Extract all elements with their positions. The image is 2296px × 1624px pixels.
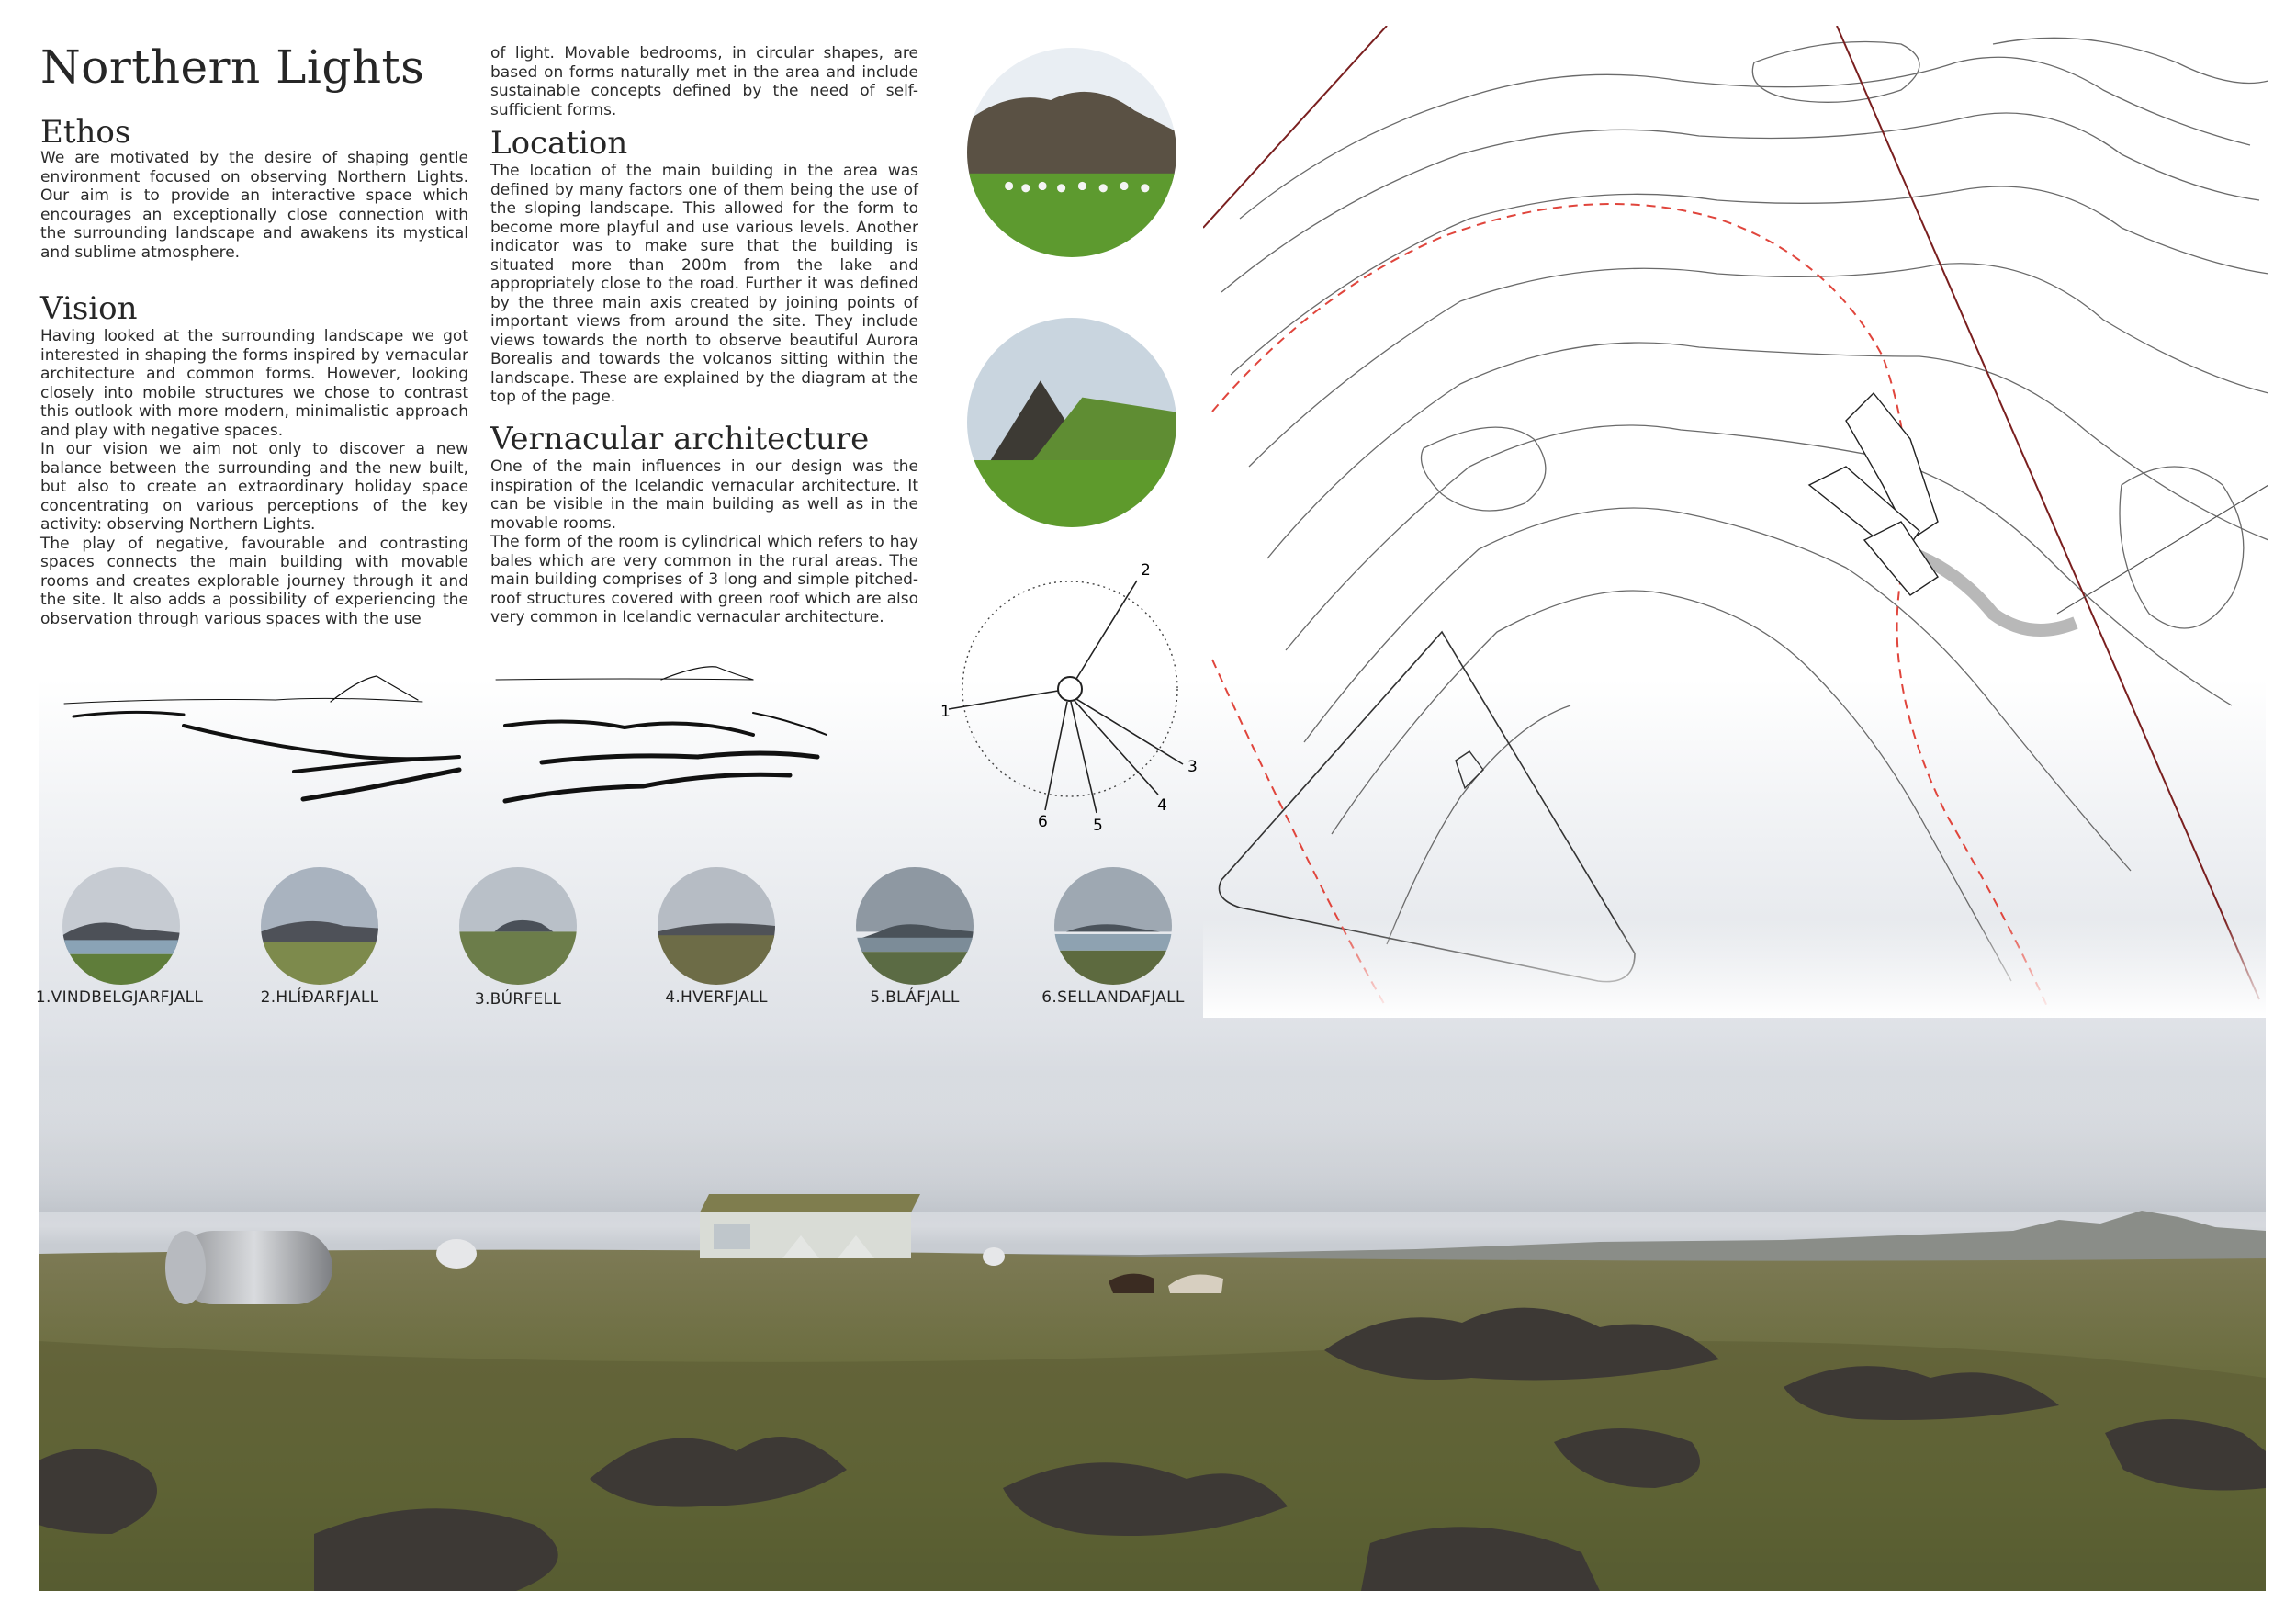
site-contour-map [1203, 26, 2268, 1018]
vernacular-paragraph-2: The form of the room is cylindrical which refers to hay bales which are very common in the rural areas. The main building comprises of 3 long and simple pitched-roof structures covered with green roof which are also very common in Icelandic vernacular architecture. [490, 533, 918, 626]
location-paragraph: The location of the main building in the area was defined by many factors one of them being the use of the sloping landscape. This allowed for the form to become more playful and use various levels. Another indicator was to make sure that the building is situated more than 200m from the lake and appropriately close to the road. Further it was defined by the three main axis created by joining points of important views from around the site. They include views towards the north to observe beautiful Aurora Borealis and towards the volcanos sitting within the landscape. These are explained by the diagram at the top of the page. [490, 162, 918, 406]
view-label-4: 4.HVERFJALL [665, 988, 768, 1007]
view-photo-2 [261, 867, 378, 985]
vision-heading: Vision [40, 290, 138, 327]
ethos-paragraph: We are motivated by the desire of shaping gentle environment focused on observing Northern Lights. Our aim is to provide an interactive space which encourages an exceptionally close connection with the surrounding landscape and awakens its mystical and sublime atmosphere. [40, 149, 468, 262]
vision-paragraph-3: The play of negative, favourable and contrasting spaces connects the main building with movable rooms and creates explorable journey through it and the site. It also adds a possibility of experiencing the observation through various spaces with the use [40, 534, 468, 628]
vision-continued-paragraph: of light. Movable bedrooms, in circular shapes, are based on forms naturally met in the area and include sustainable concepts defined by the need of self-sufficient forms. [490, 44, 918, 119]
ethos-text [40, 149, 468, 262]
vernacular-text [490, 457, 918, 627]
vision-text [40, 327, 468, 628]
compass-label-1: 1 [940, 703, 951, 721]
vernacular-paragraph-1: One of the main influences in our design was the inspiration of the Icelandic vernacular architecture. It can be visible in the main building as well as in the movable rooms. [490, 457, 918, 533]
vision-paragraph-2: In our vision we aim not only to discover a new balance between the surrounding and the new built, but also to create an extraordinary holiday space concentrating on various perceptions of the key activity: observing Northern Lights. [40, 440, 468, 534]
location-text [490, 162, 918, 407]
vernacular-heading: Vernacular architecture [490, 421, 870, 457]
vision-paragraph-1: Having looked at the surrounding landscape we got interested in shaping the forms inspired by vernacular architecture and common forms. However, looking closely into mobile structures we chose to contrast this outlook with more modern, minimalistic approach and play with negative spaces. [40, 327, 468, 440]
view-photo-1 [62, 867, 180, 985]
ethos-heading: Ethos [40, 114, 131, 151]
compass-label-4: 4 [1157, 796, 1167, 815]
compass-label-2: 2 [1141, 561, 1151, 580]
view-axes-diagram [928, 551, 1212, 854]
page-title: Northern Lights [40, 40, 425, 94]
view-label-5: 5.BLÁFJALL [870, 988, 960, 1007]
view-photo-4 [658, 867, 775, 985]
compass-label-3: 3 [1187, 758, 1198, 776]
landscape-sketches [55, 661, 863, 818]
view-label-2: 2.HLÍÐARFJALL [260, 988, 379, 1007]
view-photo-5 [856, 867, 974, 985]
main-building-render [700, 1194, 920, 1258]
compass-label-5: 5 [1093, 817, 1103, 835]
view-label-3: 3.BÚRFELL [474, 990, 562, 1009]
view-label-6: 6.SELLANDAFJALL [1041, 988, 1185, 1007]
location-heading: Location [490, 125, 628, 162]
vision-continued-text [490, 44, 918, 119]
view-photo-3 [459, 867, 577, 985]
photo-turf-house [967, 318, 1176, 527]
photo-hay-bales [967, 48, 1176, 257]
view-label-1: 1.VINDBELGJARFJALL [35, 988, 204, 1007]
movable-room-pod [165, 1231, 332, 1304]
compass-label-6: 6 [1038, 813, 1048, 831]
view-photo-6 [1054, 867, 1172, 985]
